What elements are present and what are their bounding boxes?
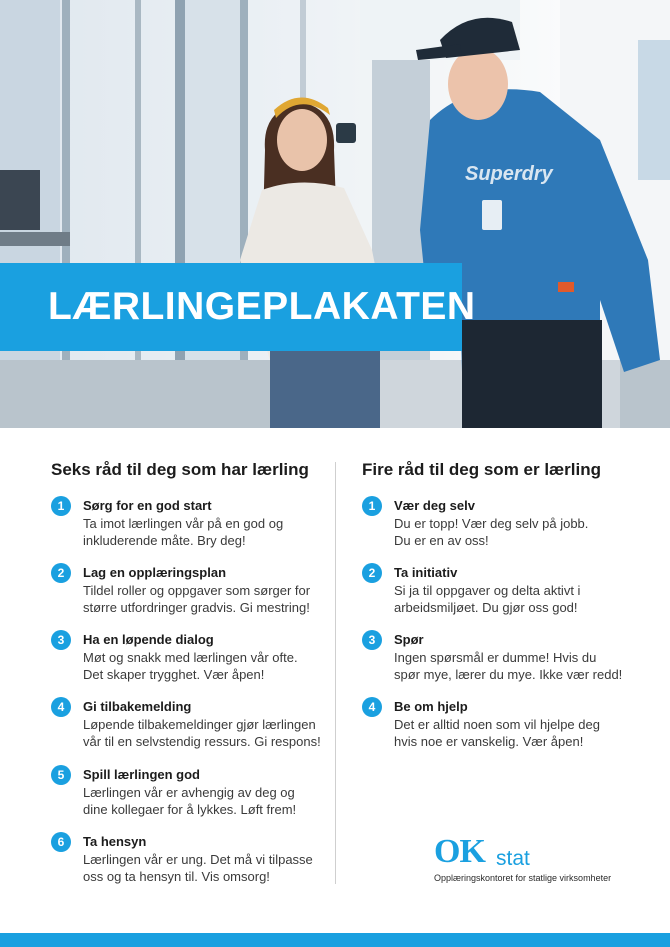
- tip-title: Be om hjelp: [394, 699, 468, 714]
- logo-tagline: Opplæringskontoret for statlige virksomheter: [434, 873, 612, 883]
- tip-text: Si ja til oppgaver og delta aktivt i arbeidsmiljøet. Du gjør oss god!: [394, 583, 581, 615]
- number-badge: 5: [51, 765, 71, 785]
- number-badge: 3: [362, 630, 382, 650]
- number-badge: 6: [51, 832, 71, 852]
- logo-ok-text: OK: [434, 833, 485, 870]
- tip-text: Ta imot lærlingen vår på en god og inkluderende måte. Bry deg!: [83, 516, 284, 548]
- tip-title: Gi tilbakemelding: [83, 699, 192, 714]
- tip-title: Sørg for en god start: [83, 498, 212, 513]
- office-scene-illustration: [0, 0, 670, 428]
- logo-stat-text: stat: [496, 847, 530, 870]
- tip-title: Lag en opplæringsplan: [83, 565, 227, 580]
- number-badge: 4: [51, 697, 71, 717]
- tip-text: Tildel roller og oppgaver som sørger for større utfordringer gradvis. Gi mestring!: [83, 583, 311, 615]
- number-badge: 3: [51, 630, 71, 650]
- bottom-accent-bar: [0, 933, 670, 947]
- number-badge: 1: [362, 496, 382, 516]
- tip-title: Vær deg selv: [394, 498, 475, 513]
- hero-photo: [0, 0, 670, 428]
- poster-title: LÆRLINGEPLAKATEN: [48, 285, 476, 328]
- tip-text: Det er alltid noen som vil hjelpe deg hvis noe er vanskelig. Vær åpen!: [394, 717, 600, 749]
- right-column-heading: Fire råd til deg som er lærling: [362, 460, 601, 479]
- okstat-logo: [434, 833, 634, 890]
- tip-text: Ingen spørsmål er dumme! Hvis du spør mye, lærer du mye. Ikke vær redd!: [394, 650, 623, 682]
- tip-title: Ha en løpende dialog: [83, 632, 214, 647]
- tip-title: Ta hensyn: [83, 834, 147, 849]
- tip-text: Møt og snakk med lærlingen vår ofte. Det skaper trygghet. Vær åpen!: [83, 650, 298, 682]
- hoodie-print-text: Superdry: [465, 163, 553, 185]
- tip-text: Lærlingen vår er avhengig av deg og dine kollegaer for å lykkes. Løft frem!: [83, 785, 297, 817]
- number-badge: 2: [362, 563, 382, 583]
- tip-text: Du er topp! Vær deg selv på jobb. Du er en av oss!: [394, 516, 589, 548]
- tip-text: Løpende tilbakemeldinger gjør lærlingen vår til en selvstendig ressurs. Gi respons!: [83, 717, 321, 749]
- left-column-heading: Seks råd til deg som har lærling: [51, 460, 309, 479]
- tip-title: Spill lærlingen god: [83, 767, 200, 782]
- tip-title: Ta initiativ: [394, 565, 458, 580]
- tip-text: Lærlingen vår er ung. Det må vi tilpasse oss og ta hensyn til. Vis omsorg!: [83, 852, 313, 884]
- number-badge: 2: [51, 563, 71, 583]
- column-divider: [335, 462, 336, 884]
- number-badge: 1: [51, 496, 71, 516]
- tip-title: Spør: [394, 632, 424, 647]
- number-badge: 4: [362, 697, 382, 717]
